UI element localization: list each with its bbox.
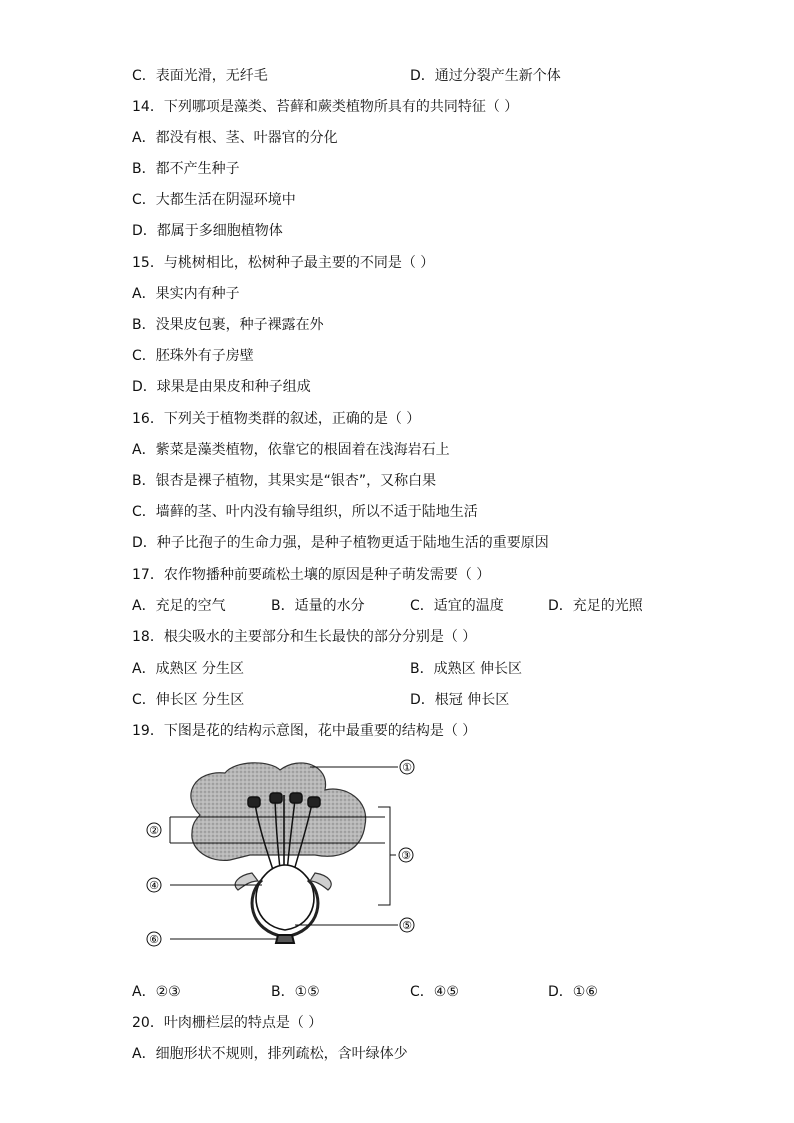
q16-option-c: C．墙藓的茎、叶内没有输导组织，所以不适于陆地生活 [132,504,478,520]
pedicel-shape [276,935,294,943]
q18-option-b: B．成熟区 伸长区 [410,661,523,677]
q15-stem: 15．与桃树相比，松树种子最主要的不同是（ ） [132,255,435,271]
q16-option-d: D．种子比孢子的生命力强，是种子植物更适于陆地生活的重要原因 [132,535,549,551]
q14-stem: 14．下列哪项是藻类、苔藓和蕨类植物所具有的共同特征（ ） [132,99,519,115]
q15-option-c: C．胚珠外有子房壁 [132,348,254,364]
q17-option-b: B．适量的水分 [271,598,365,614]
figure-label-5-text: ⑤ [402,919,412,932]
q13-option-d: D．通过分裂产生新个体 [410,68,561,84]
q17-stem: 17．农作物播种前要疏松土壤的原因是种子萌发需要（ ） [132,567,491,583]
figure-label-5 [400,918,414,932]
figure-label-6-text: ⑥ [149,933,159,946]
q19-option-a: A．②③ [132,984,181,1000]
figure-label-1-text: ① [402,761,412,774]
figure-label-1 [400,760,414,774]
figure-label-3 [399,848,413,862]
q17-option-a: A．充足的空气 [132,598,226,614]
q18-option-c: C．伸长区 分生区 [132,692,245,708]
figure-label-3-text: ③ [401,849,411,862]
q19-stem: 19．下图是花的结构示意图，花中最重要的结构是（ ） [132,723,477,739]
q14-option-b: B．都不产生种子 [132,161,240,177]
q15-option-b: B．没果皮包裹，种子裸露在外 [132,317,324,333]
figure-label-2-text: ② [149,824,159,837]
q19-option-c: C．④⑤ [410,984,459,1000]
q18-option-d: D．根冠 伸长区 [410,692,510,708]
q19-option-b: B．①⑤ [271,984,320,1000]
q14-option-a: A．都没有根、茎、叶器官的分化 [132,130,338,146]
q15-option-d: D．球果是由果皮和种子组成 [132,379,311,395]
q17-option-c: C．适宜的温度 [410,598,504,614]
q16-stem: 16．下列关于植物类群的叙述，正确的是（ ） [132,411,421,427]
q17-option-d: D．充足的光照 [548,598,643,614]
q19-option-d: D．①⑥ [548,984,598,1000]
q15-option-a: A．果实内有种子 [132,286,240,302]
figure-label-6 [147,932,161,946]
q13-option-c: C．表面光滑，无纤毛 [132,68,268,84]
q14-option-c: C．大都生活在阴湿环境中 [132,192,296,208]
q20-stem: 20．叶肉栅栏层的特点是（ ） [132,1015,323,1031]
q16-option-b: B．银杏是裸子植物，其果实是“银杏”，又称白果 [132,473,437,489]
figure-label-4-text: ④ [149,879,159,892]
figure-label-2 [147,823,161,837]
q18-stem: 18．根尖吸水的主要部分和生长最快的部分分别是（ ） [132,629,477,645]
q18-option-a: A．成熟区 分生区 [132,661,245,677]
q16-option-a: A．紫菜是藻类植物，依靠它的根固着在浅海岩石上 [132,442,450,458]
flower-structure-diagram [140,755,430,955]
q14-option-d: D．都属于多细胞植物体 [132,223,283,239]
q20-option-a: A．细胞形状不规则，排列疏松，含叶绿体少 [132,1046,408,1062]
figure-label-4 [147,878,161,892]
